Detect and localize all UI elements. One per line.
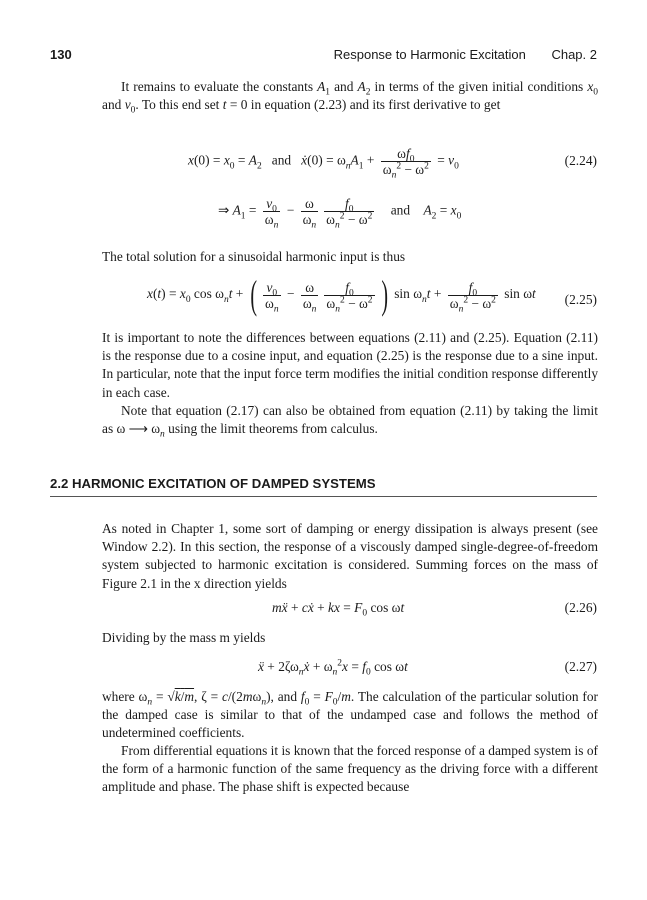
- running-header: [50, 47, 597, 65]
- equation-number-2-24: (2.24): [564, 153, 597, 168]
- equation-number-2-25: (2.25): [564, 292, 597, 307]
- paragraph-definitions: where $\omega_n = √k/m$, $\zeta = c/(2m\omega_n)$, and $f_0 = F_0/m$. The calculation of the particular solution for the damped case is similar to that of the undamped case and follows the method of undetermined coefficients.: [102, 689, 598, 741]
- equation-number-2-27: (2.27): [564, 659, 597, 674]
- paragraph-divide-mass: Dividing by the mass m yields: [102, 630, 266, 645]
- paragraph-damping-intro: As noted in Chapter 1, some sort of damping or energy dissipation is always present (see Window 2.2). In this section, the response of a viscously damped single-degree-of-freedom system subjected to harmonic excitation is considered. Summing forces on the mass of Figure 2.1 in the x direction yields: [102, 521, 598, 591]
- paragraph-differences: It is important to note the differences between equations (2.11) and (2.25). Equation (2.11) is the response due to a cosine input, and equation (2.25) is the response due to a sine input. In particular, note that the input force term modifies the initial condition response differently in each case.: [102, 330, 599, 400]
- section-heading: 2.2 HARMONIC EXCITATION OF DAMPED SYSTEMS: [50, 476, 597, 497]
- equation-2-26: mẍ + cẋ + kx = $F_0$ cos ωt: [272, 600, 405, 619]
- equation-number-2-26: (2.26): [564, 600, 597, 615]
- equation-2-24b: ⇒ $A_1$ = $\frac{v_0}{\omega_n}$ − $\frac{\omega}{\omega_n}$ $\frac{f_0}{\omega_n^2 - \omega^2}$ and $A_2 = x_0$: [218, 196, 462, 231]
- paragraph-constants: It remains to evaluate the constants $A_1$ and $A_2$ in terms of the given initial conditions $x_0$ and $v_0$. To this end set t = 0 in equation (2.23) and its first derivative to get: [102, 79, 599, 116]
- running-title-group: [334, 47, 597, 62]
- equation-2-27: ẍ + $2\zeta\omega_nẋ + \omega_n^2x = f_0$ cos ωt: [258, 658, 408, 678]
- equation-2-25: $x(t) = x_0$ $\cos \omega_nt$ + ( $\frac{v_0}{\omega_n}$ − $\frac{\omega}{\omega_n}$ $\frac{f_0}{\omega_n^2 - \omega^2}$ ) $\sin \omega_nt$ + $\frac{f_0}{\omega_n^2 - \omega^2}$ sin ωt: [147, 272, 536, 317]
- paragraph-limit: Note that equation (2.17) can also be obtained from equation (2.11) by taking the limit as ω ⟶ $\omega_n$ using the limit theorems from calculus.: [102, 403, 598, 440]
- chapter-label: Chap. 2: [551, 47, 597, 62]
- page-number: 130: [50, 47, 72, 62]
- paragraph-total-solution: The total solution for a sinusoidal harmonic input is thus: [102, 249, 406, 264]
- equation-2-24a: $x(0) = x_0 = A_2$ and ẋ(0) = $\omega_nA_1$ + $\frac{\omega f_0}{\omega_n^2 - \omega^2}$ = $v_0$: [188, 146, 459, 181]
- paragraph-forced-response: From differential equations it is known that the forced response of a damped system is of the form of a harmonic function of the same frequency as the driving force with a different amplitude and phase. The phase shift is expected because: [102, 743, 598, 795]
- running-title: Response to Harmonic Excitation: [333, 47, 526, 62]
